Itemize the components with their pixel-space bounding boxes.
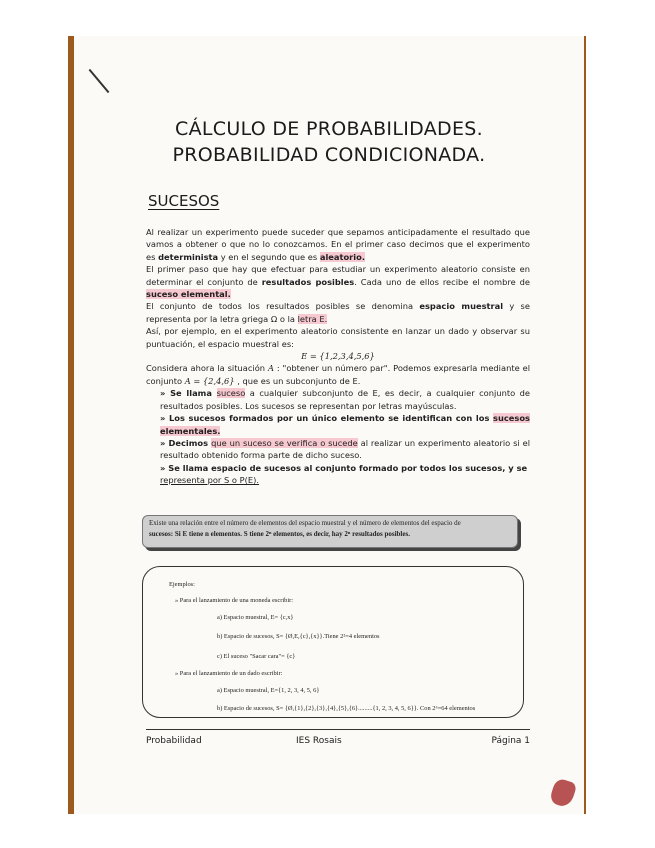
paragraph-determinista: Al realizar un experimento puede suceder que sepamos anticipadamente el resultado que vamos a obtener o que no lo conozcamos. En el primer caso decimos que el experimento es determinista y en el segundo que es aleatorio.: [146, 227, 530, 262]
formula-espacio-muestral: E = {1,2,3,4,5,6}: [301, 351, 375, 362]
footer-center: IES Rosais: [296, 736, 342, 746]
page-footer: [146, 729, 530, 746]
coin-item-a: a) Espacio muestral, E= {c,x}: [217, 614, 294, 621]
die-item-b: b) Espacio de sucesos, S= {Ø,{1},{2},{3},{4},{5},{6}.........{1, 2, 3, 4, 5, 6}}. Con 2⁶=64 elementos: [217, 705, 476, 712]
coin-item-b: b) Espacio de sucesos, S= {Ø,E,{c},{x}}.Tiene 2²=4 elementos: [217, 633, 380, 640]
body-text: [146, 226, 530, 487]
examples-box: [142, 566, 524, 718]
footer-right: Página 1: [491, 736, 530, 746]
paragraph-resultados: El primer paso que hay que efectuar para estudiar un experimento aleatorio consiste en determinar el conjunto de resultados posibles. Cada uno de ellos recibe el nombre de suceso elemental.: [146, 264, 530, 300]
section-heading: SUCESOS: [148, 192, 220, 210]
paragraph-situacion: Considera ahora la situación A : "obtener un número par". Podemos expresarla mediante el conjunto A = {2,4,6} , que es un subconjunto de E.: [146, 363, 530, 386]
paragraph-espacio-muestral: El conjunto de todos los resultados posibles se denomina espacio muestral y se representa por la letra griega Ω o la letra E.: [146, 301, 530, 324]
page-title-line2: PROBABILIDAD CONDICIONADA.: [172, 144, 486, 166]
relation-line-2: sucesos: Si E tiene n elementos. S tiene 2ⁿ elementos, es decir, hay 2ⁿ resultados posibles.: [149, 530, 410, 538]
red-smudge: [549, 777, 578, 809]
document-page: [74, 36, 584, 814]
relation-line-1: Existe una relación entre el número de elementos del espacio muestral y el número de elementos del espacio de: [149, 519, 461, 527]
paragraph-ejemplo-dado: Así, por ejemplo, en el experimento aleatorio consistente en lanzar un dado y observar su puntuación, el espacio muestral es:: [146, 326, 530, 349]
relation-box: [142, 515, 518, 548]
coin-item-c: c) El suceso "Sacar cara"= {c}: [217, 653, 296, 660]
page-title-line1: CÁLCULO DE PROBABILIDADES.: [175, 118, 483, 140]
coin-label: » Para el lanzamiento de una moneda escribir:: [175, 597, 294, 604]
bullet-verifica: » Decimos que un suceso se verifica o sucede al realizar un experimento aleatorio si el resultado obtenido forma parte de dicho suceso.: [160, 437, 531, 461]
pen-mark: [89, 69, 110, 93]
examples-heading: Ejemplos:: [169, 581, 195, 588]
bullet-suceso: » Se llama suceso a cualquier subconjunto de E, es decir, a cualquier conjunto de resultados posibles. Los sucesos se representan por letras mayúsculas.: [160, 388, 530, 411]
footer-left: Probabilidad: [146, 736, 202, 746]
die-item-a: a) Espacio muestral, E={1, 2, 3, 4, 5, 6}: [217, 687, 320, 694]
bullet-espacio-sucesos: » Se llama espacio de sucesos al conjunto formado por todos los sucesos, y se representa por S o P(E).: [160, 462, 528, 486]
bullet-sucesos-elementales: » Los sucesos formados por un único elemento se identifican con los sucesos elementales.: [160, 413, 530, 436]
die-label: » Para el lanzamiento de un dado escribir:: [175, 670, 283, 677]
